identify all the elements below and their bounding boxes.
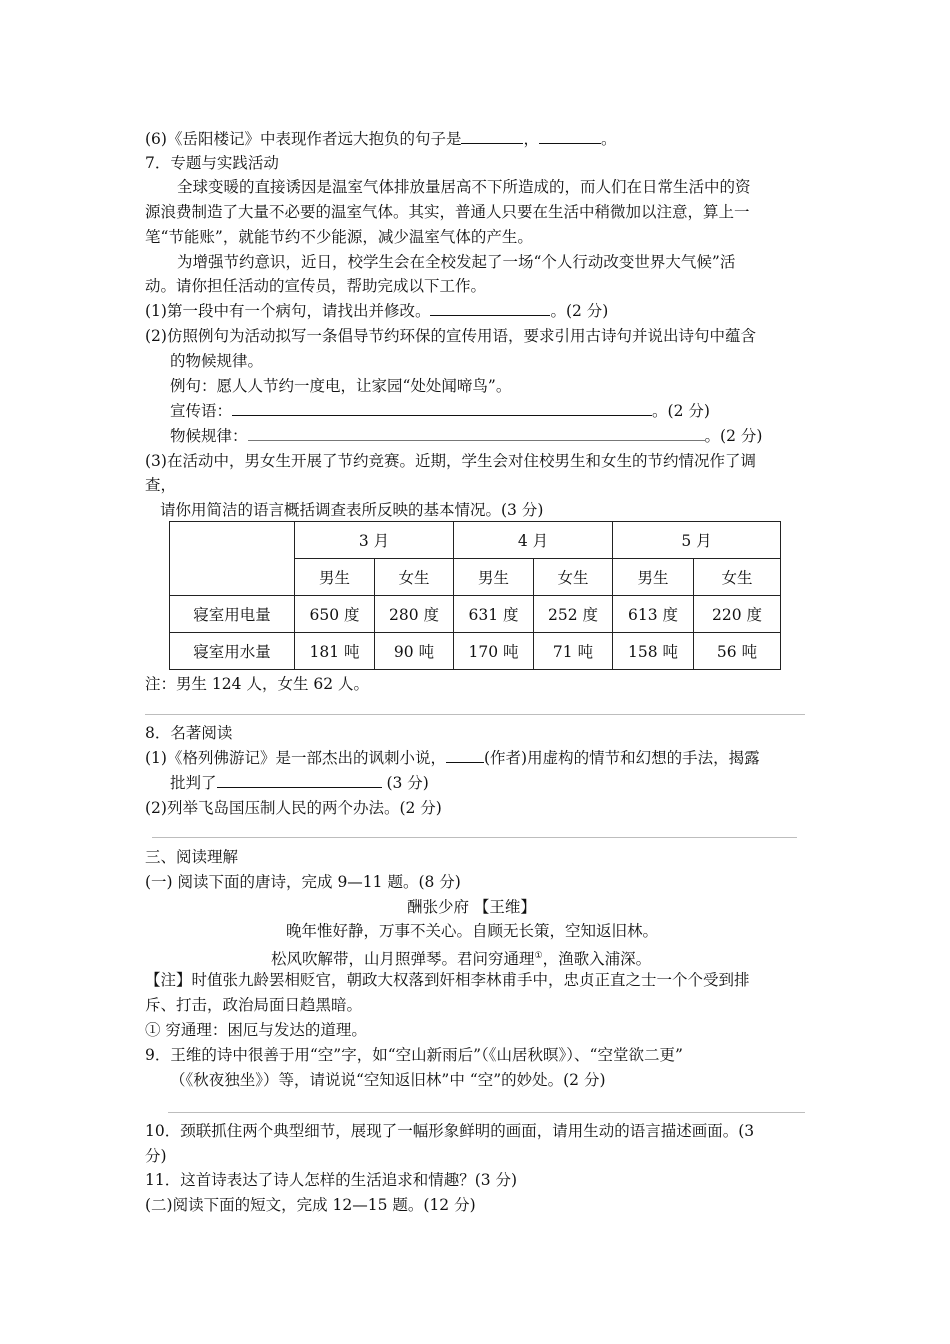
poem-note-line-2: 斥、打击，政治局面日趋黑暗。 — [145, 996, 363, 1014]
gender-header: 女生 — [375, 559, 454, 596]
table-cell: 56 吨 — [694, 633, 781, 670]
q7-para1-line-1: 全球变暖的直接诱因是温室气体排放量居高不下所造成的，而人们在日常生活中的资 — [177, 178, 751, 196]
table-row — [170, 633, 781, 670]
q7-para2-line-1: 为增强节约意识，近日，校学生会在全校发起了一场“个人行动改变世界大气候”活 — [177, 253, 736, 271]
poem-line-2-b: ，渔歌入浦深。 — [542, 950, 652, 969]
answer-line[interactable] — [145, 714, 805, 715]
q6-6-blank-2[interactable] — [539, 128, 601, 144]
q7-para1-line-2: 源浪费制造了大量不必要的温室气体。其实，普通人只要在生活中稍微加以注意，算上一 — [145, 203, 750, 221]
gender-header: 男生 — [454, 559, 534, 596]
poem-line-1: 晚年惟好静，万事不关心。自顾无长策，空知返旧林。 — [286, 922, 659, 940]
q6-6-text: (6)《岳阳楼记》中表现作者远大抱负的句子是 — [145, 130, 462, 148]
q6-6-sep: ， — [523, 130, 539, 148]
footnote-marker: ① — [534, 951, 543, 961]
table-cell: 650 度 — [295, 596, 375, 633]
table-cell: 71 吨 — [534, 633, 613, 670]
row-label: 寝室用电量 — [170, 596, 295, 633]
q8-sub1-text-c: 批判了 — [170, 774, 217, 792]
poem-line-2-a: 松风吹解带，山月照弹琴。君问穷通理 — [271, 950, 535, 969]
poem-footnote: ① 穷通理：困厄与发达的道理。 — [145, 1021, 367, 1039]
section3-title: 三、阅读理解 — [145, 848, 239, 866]
row-label: 寝室用水量 — [170, 633, 295, 670]
table-cell: 90 吨 — [375, 633, 454, 670]
q7-sub2-phenology — [170, 425, 762, 447]
q8-author-blank[interactable] — [446, 747, 484, 763]
q7-title: 7．专题与实践活动 — [145, 154, 279, 172]
q7-sub2-slogan — [170, 400, 710, 422]
q7-sub3-line-3: 请你用简洁的语言概括调查表所反映的基本情况。(3 分) — [160, 501, 544, 519]
q7-sub1-text: (1)第一段中有一个病句，请找出并修改。 — [145, 302, 431, 320]
phenology-end: 。(2 分) — [704, 427, 763, 445]
table-header-row-months — [170, 522, 781, 559]
answer-line[interactable] — [152, 837, 797, 838]
q7-sub2-line-1: (2)仿照例句为活动拟写一条倡导节约环保的宣传用语，要求引用古诗句并说出诗句中蕴含 — [145, 327, 756, 345]
q8-sub1-text-a: (1)《格列佛游记》是一部杰出的讽刺小说， — [145, 749, 446, 767]
phenology-blank[interactable] — [248, 425, 705, 441]
poem-title: 酬张少府 【王维】 — [407, 898, 536, 916]
q7-table-note: 注：男生 124 人，女生 62 人。 — [145, 675, 370, 693]
gender-header: 男生 — [295, 559, 375, 596]
q7-para2-line-2: 动。请你担任活动的宣传员，帮助完成以下工作。 — [145, 277, 487, 295]
gender-header: 女生 — [534, 559, 613, 596]
q8-sub1-text-b: (作者)用虚构的情节和幻想的手法，揭露 — [483, 749, 760, 767]
table-row — [170, 596, 781, 633]
slogan-end: 。(2 分) — [652, 402, 710, 420]
q7-sub3-line-2: 查， — [145, 476, 177, 494]
gender-header: 男生 — [613, 559, 694, 596]
q8-criticism-blank[interactable] — [217, 772, 382, 788]
section3-intro-1: (一) 阅读下面的唐诗，完成 9—11 题。(8 分) — [145, 873, 461, 891]
month-header-april: 4 月 — [454, 522, 613, 559]
table-cell: 170 吨 — [454, 633, 534, 670]
q7-sub3-line-1: (3)在活动中，男女生开展了节约竞赛。近期，学生会对住校男生和女生的节约情况作了调 — [145, 452, 756, 470]
poem-line-2 — [271, 945, 651, 970]
month-header-march: 3 月 — [295, 522, 454, 559]
q9-line-1: 9．王维的诗中很善于用“空”字，如“空山新雨后”（《山居秋暝》）、“空堂欲二更” — [145, 1046, 683, 1064]
q9-line-2: （《秋夜独坐》）等，请说说“空知返旧林”中 “空”的妙处。(2 分) — [170, 1071, 606, 1089]
table-cell: 631 度 — [454, 596, 534, 633]
table-cell: 280 度 — [375, 596, 454, 633]
table-cell: 220 度 — [694, 596, 781, 633]
slogan-label: 宣传语： — [170, 402, 233, 420]
phenology-label: 物候规律： — [170, 427, 248, 445]
q10-line-1: 10．颈联抓住两个典型细节，展现了一幅形象鲜明的画面，请用生动的语言描述画面。(3 — [145, 1122, 755, 1140]
table-cell: 252 度 — [534, 596, 613, 633]
q6-6-end: 。 — [600, 130, 617, 148]
poem-note-line-1: 【注】时值张九龄罢相贬官，朝政大权落到奸相李林甫手中，忠贞正直之士一个个受到排 — [145, 971, 750, 989]
q7-sub1-end: 。(2 分) — [550, 302, 609, 320]
section3-intro-2: (二)阅读下面的短文，完成 12—15 题。(12 分) — [145, 1196, 476, 1214]
q8-sub1-text-d: (3 分) — [381, 774, 429, 792]
table-cell: 181 吨 — [295, 633, 375, 670]
q8-title: 8．名著阅读 — [145, 724, 233, 742]
table-corner-cell — [170, 522, 295, 596]
q7-sub1 — [145, 300, 608, 322]
survey-table — [169, 521, 781, 670]
q7-sub2-example: 例句：愿人人节约一度电，让家园“处处闻啼鸟”。 — [170, 377, 512, 395]
q6-6-line — [145, 128, 617, 150]
q7-sub1-blank[interactable] — [430, 300, 550, 316]
table-cell: 158 吨 — [613, 633, 694, 670]
month-header-may: 5 月 — [613, 522, 781, 559]
q8-sub1-line-2 — [170, 772, 429, 794]
q11: 11．这首诗表达了诗人怎样的生活追求和情趣？(3 分) — [145, 1171, 518, 1189]
q8-sub2: (2)列举飞岛国压制人民的两个办法。(2 分) — [145, 799, 442, 817]
q7-para1-line-3: 笔“节能账”，就能节约不少能源，减少温室气体的产生。 — [145, 228, 533, 246]
q10-line-2: 分) — [145, 1147, 167, 1165]
q7-sub2-line-2: 的物候规律。 — [170, 352, 264, 370]
gender-header: 女生 — [694, 559, 781, 596]
q6-6-blank-1[interactable] — [461, 128, 523, 144]
slogan-blank[interactable] — [232, 400, 652, 416]
answer-line[interactable] — [168, 1112, 805, 1113]
table-cell: 613 度 — [613, 596, 694, 633]
q8-sub1-line-1 — [145, 747, 760, 769]
